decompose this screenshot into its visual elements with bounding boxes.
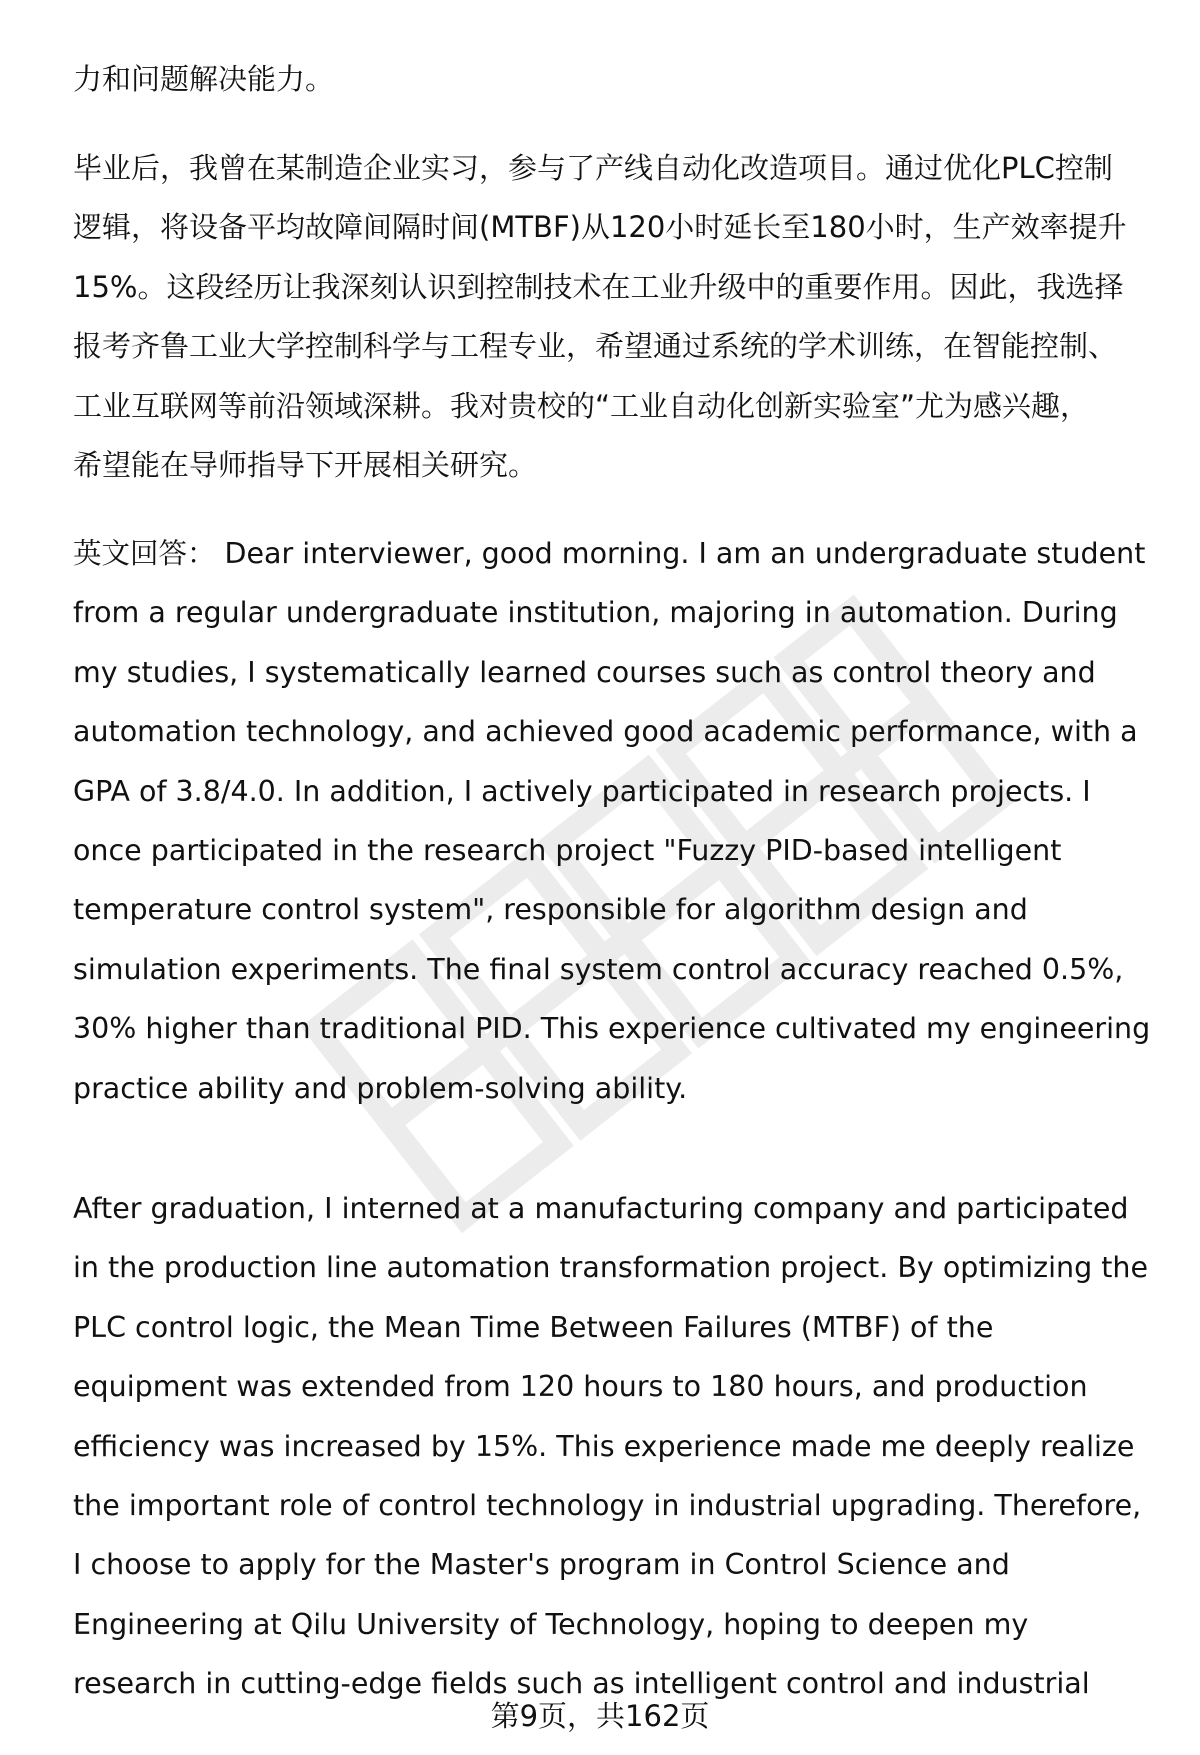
text-line: equipment was extended from 120 hours to 180 hours, and production bbox=[73, 1370, 1088, 1404]
text-line: 逻辑，将设备平均故障间隔时间(MTBF)从120小时延长至180小时，生产效率提升 bbox=[73, 210, 1127, 245]
text-line: PLC control logic, the Mean Time Between Failures (MTBF) of the bbox=[73, 1310, 994, 1344]
paragraph-zh-continuation bbox=[73, 50, 334, 109]
text-line: 希望能在导师指导下开展相关研究。 bbox=[73, 447, 538, 482]
text-line: research in cutting-edge fields such as intelligent control and industrial bbox=[73, 1667, 1090, 1701]
text-line: GPA of 3.8/4.0. In addition, I actively participated in research projects. I bbox=[73, 774, 1091, 808]
text-line: simulation experiments. The final system control accuracy reached 0.5%, bbox=[73, 952, 1124, 986]
text-line: 报考齐鲁工业大学控制科学与工程专业，希望通过系统的学术训练，在智能控制、 bbox=[73, 329, 1118, 364]
text-line: temperature control system", responsible for algorithm design and bbox=[73, 893, 1028, 927]
paragraph-english-answer bbox=[73, 524, 1150, 1118]
paragraph-zh-internship bbox=[73, 139, 1127, 495]
text-line: efficiency was increased by 15%. This experience made me deeply realize bbox=[73, 1429, 1135, 1463]
text-line: in the production line automation transformation project. By optimizing the bbox=[73, 1251, 1148, 1285]
text-line: 力和问题解决能力。 bbox=[73, 62, 335, 96]
text-line: 30% higher than traditional PID. This experience cultivated my engineering bbox=[73, 1012, 1151, 1046]
page-number-footer: 第9页，共162页 bbox=[490, 1699, 710, 1733]
text-line: 英文回答： Dear interviewer, good morning. I am an undergraduate student bbox=[73, 537, 1146, 570]
text-line: 15%。这段经历让我深刻认识到控制技术在工业升级中的重要作用。因此，我选择 bbox=[73, 269, 1124, 304]
text-line: 工业互联网等前沿领域深耕。我对贵校的“工业自动化创新实验室”尤为感兴趣， bbox=[73, 388, 1090, 423]
text-line: Engineering at Qilu University of Technology, hoping to deepen my bbox=[73, 1607, 1029, 1641]
text-line: the important role of control technology in industrial upgrading. Therefore, bbox=[73, 1488, 1142, 1522]
text-line: once participated in the research project "Fuzzy PID-based intelligent bbox=[73, 833, 1062, 867]
paragraph-english-internship bbox=[73, 1179, 1148, 1714]
text-line: I choose to apply for the Master's program in Control Science and bbox=[73, 1548, 1010, 1582]
text-line: from a regular undergraduate institution, majoring in automation. During bbox=[73, 596, 1118, 630]
text-line: After graduation, I interned at a manufacturing company and participated bbox=[73, 1192, 1129, 1225]
text-line: automation technology, and achieved good academic performance, with a bbox=[73, 715, 1138, 749]
text-line: my studies, I systematically learned courses such as control theory and bbox=[73, 655, 1096, 689]
text-line: 毕业后，我曾在某制造企业实习，参与了产线自动化改造项目。通过优化PLC控制 bbox=[73, 151, 1113, 185]
text-line: practice ability and problem-solving ability. bbox=[73, 1071, 688, 1105]
